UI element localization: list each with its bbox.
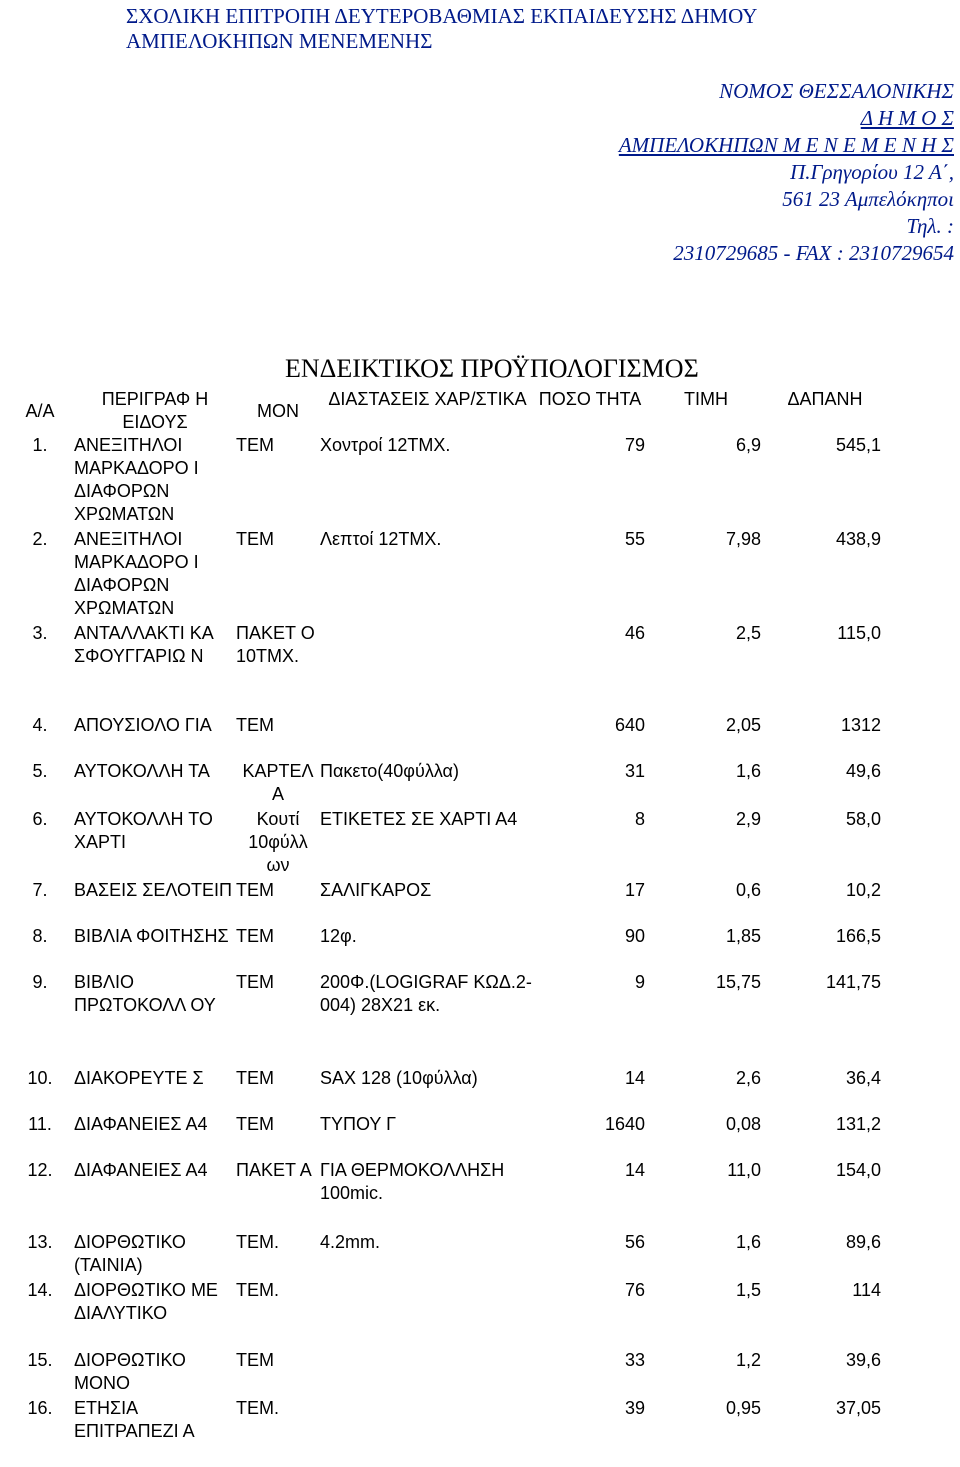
- row-dimensions: [320, 622, 535, 714]
- table-row: [6, 1279, 887, 1349]
- table-row: [6, 760, 887, 808]
- row-description: ΒΙΒΛΙΑ ΦΟΙΤΗΣΗΣ: [74, 926, 229, 946]
- address-postcode: 561 23 Αμπελόκηποι: [782, 187, 954, 211]
- address-prefecture: ΝΟΜΟΣ ΘΕΣΣΑΛΟΝΙΚΗΣ: [719, 79, 954, 103]
- table-spacer: [6, 1043, 887, 1067]
- table-row: [6, 1397, 887, 1467]
- row-price: 1,2: [735, 1350, 761, 1370]
- row-cost: 545,1: [835, 435, 881, 455]
- row-unit: ΠΑΚΕΤ Α: [236, 1160, 312, 1180]
- row-description: ΒΑΣΕΙΣ ΣΕΛΟΤΕΙΠ: [74, 880, 233, 900]
- row-no: 4.: [32, 715, 48, 735]
- header-quantity: ΠΟΣΟ ΤΗΤΑ: [538, 389, 642, 409]
- row-price: 0,6: [735, 880, 761, 900]
- row-price: 2,5: [735, 623, 761, 643]
- row-unit: ΤΕΜ: [236, 529, 274, 549]
- row-unit: ΤΕΜ: [236, 1350, 274, 1370]
- row-description: ΑΝΕΞΙΤΗΛΟΙ ΜΑΡΚΑΔΟΡΟ Ι ΔΙΑΦΟΡΩΝ ΧΡΩΜΑΤΩΝ: [74, 529, 199, 618]
- row-price: 11,0: [727, 1160, 761, 1180]
- row-no: 5.: [32, 761, 48, 781]
- row-description: ΕΤΗΣΙΑ ΕΠΙΤΡΑΠΕΖΙ Α: [74, 1398, 195, 1441]
- row-no: 1.: [32, 435, 48, 455]
- row-cost: 141,75: [825, 972, 881, 992]
- address-municipality-name: ΑΜΠΕΛΟΚΗΠΩΝ Μ Ε Ν Ε Μ Ε Ν Η Σ: [618, 133, 954, 157]
- row-cost: 114: [852, 1280, 881, 1300]
- row-cost: 438,9: [835, 529, 881, 549]
- row-price: 1,6: [735, 1232, 761, 1252]
- row-dimensions: [320, 714, 535, 760]
- table-row: [6, 714, 887, 760]
- row-quantity: 76: [624, 1280, 645, 1300]
- header-cost: ΔΑΠΑΝΗ: [787, 389, 863, 409]
- row-cost: 89,6: [845, 1232, 881, 1252]
- table-row: [6, 1349, 887, 1397]
- table-row: [6, 1231, 887, 1279]
- row-dimensions: 200Φ.(LOGIGRAF ΚΩΔ.2-004) 28Χ21 εκ.: [320, 972, 532, 1015]
- row-no: 3.: [32, 623, 48, 643]
- row-description: ΔΙΟΡΘΩΤΙΚΟ (ΤΑΙΝΙΑ): [74, 1232, 186, 1275]
- table-row: [6, 925, 887, 971]
- row-cost: 36,4: [845, 1068, 881, 1088]
- row-description: ΑΝΕΞΙΤΗΛΟΙ ΜΑΡΚΑΔΟΡΟ Ι ΔΙΑΦΟΡΩΝ ΧΡΩΜΑΤΩΝ: [74, 435, 199, 524]
- row-unit: ΤΕΜ.: [236, 1280, 279, 1300]
- row-dimensions: [320, 1349, 535, 1397]
- row-cost: 131,2: [835, 1114, 881, 1134]
- address-municipality: Δ Η Μ Ο Σ: [860, 106, 954, 130]
- row-dimensions: Χοντροί 12ΤΜΧ.: [320, 435, 451, 455]
- budget-table: [6, 388, 887, 1467]
- row-cost: 166,5: [835, 926, 881, 946]
- table-row: [6, 1113, 887, 1159]
- header-no: Α/Α: [25, 401, 55, 421]
- row-quantity: 90: [624, 926, 645, 946]
- row-unit: ΤΕΜ: [236, 926, 274, 946]
- row-dimensions: Λεπτοί 12ΤΜΧ.: [320, 529, 442, 549]
- row-cost: 115,0: [837, 623, 881, 643]
- organization-name: [126, 4, 757, 54]
- row-quantity: 79: [624, 435, 645, 455]
- row-unit: ΠΑΚΕΤ Ο 10ΤΜΧ.: [236, 623, 315, 666]
- document-title: ΕΝΔΕΙΚΤΙΚΟΣ ΠΡΟΫΠΟΛΟΓΙΣΜΟΣ: [285, 354, 699, 383]
- row-dimensions: Πακετο(40φύλλα): [320, 761, 459, 781]
- row-unit: ΤΕΜ: [236, 1068, 274, 1088]
- table-row: [6, 808, 887, 879]
- row-quantity: 31: [624, 761, 645, 781]
- row-quantity: 14: [624, 1068, 645, 1088]
- row-dimensions: ΣΑΛΙΓΚΑΡΟΣ: [320, 880, 432, 900]
- row-unit: ΤΕΜ: [236, 1114, 274, 1134]
- row-quantity: 8: [634, 809, 645, 829]
- row-quantity: 640: [614, 715, 645, 735]
- row-dimensions: ΓΙΑ ΘΕΡΜΟΚΟΛΛΗΣΗ 100mic.: [320, 1160, 505, 1203]
- row-unit: ΤΕΜ: [236, 435, 274, 455]
- row-unit: ΚΑΡΤΕΛ Α: [242, 761, 314, 804]
- row-quantity: 56: [624, 1232, 645, 1252]
- row-cost: 49,6: [845, 761, 881, 781]
- row-unit: ΤΕΜ.: [236, 1398, 279, 1418]
- row-price: 0,95: [725, 1398, 761, 1418]
- row-cost: 154,0: [835, 1160, 881, 1180]
- table-row: [6, 1159, 887, 1231]
- row-unit: ΤΕΜ.: [236, 1232, 279, 1252]
- spacer-cell: [6, 1043, 887, 1067]
- row-no: 7.: [32, 880, 48, 900]
- row-description: ΔΙΟΡΘΩΤΙΚΟ ΜΕ ΔΙΑΛΥΤΙΚΟ: [74, 1280, 218, 1323]
- org-line-1: ΣΧΟΛΙΚΗ ΕΠΙΤΡΟΠΗ ΔΕΥΤΕΡΟΒΑΘΜΙΑΣ ΕΚΠΑΙΔΕΥΣΗΣ ΔΗΜΟΥ: [126, 4, 758, 28]
- address-street: Π.Γρηγορίου 12 Α΄,: [790, 160, 954, 184]
- row-quantity: 9: [634, 972, 645, 992]
- table-row: [6, 528, 887, 622]
- row-no: 11.: [28, 1114, 52, 1134]
- row-quantity: 46: [624, 623, 645, 643]
- row-quantity: 55: [624, 529, 645, 549]
- row-description: ΔΙΑΦΑΝΕΙΕΣ Α4: [74, 1160, 208, 1180]
- row-cost: 10,2: [845, 880, 881, 900]
- org-line-2: ΑΜΠΕΛΟΚΗΠΩΝ ΜΕΝΕΜΕΝΗΣ: [126, 29, 433, 53]
- row-no: 13.: [27, 1232, 53, 1252]
- row-dimensions: 12φ.: [320, 926, 357, 946]
- row-cost: 39,6: [845, 1350, 881, 1370]
- row-no: 6.: [32, 809, 48, 829]
- row-no: 14.: [27, 1280, 53, 1300]
- header-price: ΤΙΜΗ: [684, 389, 728, 409]
- row-quantity: 33: [624, 1350, 645, 1370]
- row-quantity: 14: [624, 1160, 645, 1180]
- row-quantity: 17: [624, 880, 645, 900]
- row-unit: ΤΕΜ: [236, 972, 274, 992]
- row-description: ΔΙΑΦΑΝΕΙΕΣ Α4: [74, 1114, 208, 1134]
- table-row: [6, 434, 887, 528]
- row-price: 2,6: [735, 1068, 761, 1088]
- header-dimensions: ΔΙΑΣΤΑΣΕΙΣ ΧΑΡ/ΣΤΙΚΑ: [328, 389, 527, 409]
- row-dimensions: [320, 1279, 535, 1349]
- row-dimensions: ΕΤΙΚΕΤΕΣ ΣΕ ΧΑΡΤΙ Α4: [320, 809, 518, 829]
- address-block: [619, 78, 954, 267]
- address-phone-label: Τηλ. :: [906, 214, 954, 238]
- row-price: 2,9: [735, 809, 761, 829]
- row-description: ΒΙΒΛΙΟ ΠΡΩΤΟΚΟΛΛ ΟΥ: [74, 972, 216, 1015]
- row-dimensions: 4.2mm.: [320, 1232, 381, 1252]
- row-price: 7,98: [725, 529, 761, 549]
- header-unit: ΜΟΝ: [257, 401, 299, 421]
- table-header-row: [6, 388, 887, 434]
- row-price: 0,08: [725, 1114, 761, 1134]
- row-price: 1,5: [735, 1280, 761, 1300]
- table-row: [6, 1067, 887, 1113]
- table-row: [6, 622, 887, 714]
- row-cost: 37,05: [835, 1398, 881, 1418]
- row-no: 16.: [27, 1398, 53, 1418]
- row-unit: ΤΕΜ: [236, 880, 274, 900]
- row-description: ΔΙΟΡΘΩΤΙΚΟ ΜΟΝΟ: [74, 1350, 186, 1393]
- row-quantity: 1640: [604, 1114, 645, 1134]
- row-description: ΑΝΤΑΛΛΑΚΤΙ ΚΑ ΣΦΟΥΓΓΑΡΙΩ Ν: [74, 623, 213, 666]
- row-no: 9.: [32, 972, 48, 992]
- row-dimensions: SAX 128 (10φύλλα): [320, 1068, 478, 1088]
- row-dimensions: ΤΥΠΟΥ Γ: [320, 1114, 397, 1134]
- table-row: [6, 879, 887, 925]
- row-no: 2.: [32, 529, 48, 549]
- row-description: ΑΥΤΟΚΟΛΛΗ ΤΑ: [74, 761, 210, 781]
- row-dimensions: [320, 1397, 535, 1467]
- row-cost: 58,0: [845, 809, 881, 829]
- row-no: 15.: [27, 1350, 53, 1370]
- row-no: 12.: [27, 1160, 53, 1180]
- row-no: 10.: [27, 1068, 53, 1088]
- row-price: 1,6: [735, 761, 761, 781]
- row-no: 8.: [32, 926, 48, 946]
- row-unit: Κουτί 10φύλλ ων: [248, 809, 308, 875]
- row-price: 2,05: [725, 715, 761, 735]
- row-description: ΑΠΟΥΣΙΟΛΟ ΓΙΑ: [74, 715, 212, 735]
- row-price: 6,9: [735, 435, 761, 455]
- row-cost: 1312: [840, 715, 881, 735]
- row-price: 15,75: [715, 972, 761, 992]
- row-unit: ΤΕΜ: [236, 715, 274, 735]
- row-description: ΔΙΑΚΟΡΕΥΤΕ Σ: [74, 1068, 204, 1088]
- row-description: ΑΥΤΟΚΟΛΛΗ ΤΟ ΧΑΡΤΙ: [74, 809, 213, 852]
- row-quantity: 39: [624, 1398, 645, 1418]
- address-phone-fax: 2310729685 - FAX : 2310729654: [673, 241, 954, 265]
- row-price: 1,85: [725, 926, 761, 946]
- table-row: [6, 971, 887, 1043]
- header-description: ΠΕΡΙΓΡΑΦ Η ΕΙΔΟΥΣ: [101, 389, 209, 432]
